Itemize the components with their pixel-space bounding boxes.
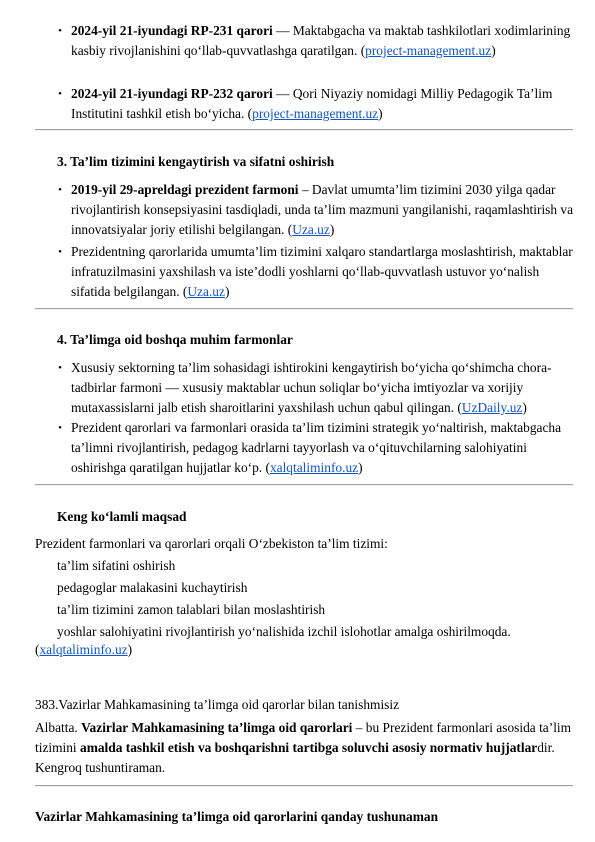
list-item <box>58 418 577 478</box>
goal-line: ta’lim sifatini oshirish <box>57 558 176 573</box>
question-title: 383.Vazirlar Mahkamasining ta’limga oid qarorlar bilan tanishmisiz <box>35 697 400 712</box>
answer-emphasis: amalda tashkil etish va boshqarishni tartibga soluvchi asosiy normativ hujjatlar <box>80 740 538 755</box>
decree-description: – Davlat umumta’lim tizimini 2030 yilga qadar rivojlantirish konsepsiyasini tasdiqladi, unda ta’lim mazmuni yangilanishi, raqamlashtirish va innovatsiyalar joriy etilishi belgilangan. ( <box>71 182 574 237</box>
bullet-icon: • <box>58 362 62 374</box>
decree-description: Xususiy sektorning ta’lim sohasidagi ishtirokini kengaytirish bo‘yicha qo‘shimcha chora-tadbirlar farmoni — xususiy maktablar uchun soliqlar bo‘yicha imtiyozlar va xorijiy mutaxassislarni jalb etish sharoitlarini yaxshilash uchun qabul qilingan. ( <box>71 360 552 415</box>
paren-close: ) <box>127 642 133 657</box>
list-item <box>58 358 577 418</box>
paren-close: ) <box>491 43 496 58</box>
list-item <box>58 21 577 61</box>
source-link[interactable]: Uza.uz <box>187 284 225 299</box>
paren-close: ) <box>378 106 383 121</box>
goal-intro: Prezident farmonlari va qarorlari orqali O‘zbekiston ta’lim tizimi: <box>35 536 388 551</box>
bullet-icon: • <box>58 246 62 258</box>
final-heading: Vazirlar Mahkamasining ta’limga oid qarorlarini qanday tushunaman <box>35 809 439 824</box>
source-link[interactable]: project-management.uz <box>252 106 379 121</box>
divider <box>35 308 573 310</box>
source-link[interactable]: UzDaily.uz <box>461 400 523 415</box>
divider <box>35 785 573 787</box>
section-heading: Keng ko‘lamli maqsad <box>57 509 187 524</box>
goal-line: yoshlar salohiyatini rivojlantirish yo‘nalishida izchil islohotlar amalga oshirilmoqda. <box>57 624 511 639</box>
section-heading: 4. Ta’limga oid boshqa muhim farmonlar <box>57 332 293 347</box>
list-item <box>58 242 577 302</box>
answer-text: dir. Kengroq tushuntiraman. <box>35 740 555 775</box>
question-answer <box>35 718 575 778</box>
answer-emphasis: Vazirlar Mahkamasining ta’limga oid qarorlari <box>81 720 353 735</box>
list-item <box>58 180 577 240</box>
list-item <box>58 84 577 124</box>
paren-close: ) <box>358 460 363 475</box>
decree-description: — Qori Niyaziy nomidagi Milliy Pedagogik Ta’lim Institutini tashkil etish bo‘yicha. ( <box>71 86 553 121</box>
decree-description: — Maktabgacha va maktab tashkilotlari xodimlarining kasbiy rivojlanishini qo‘llab-quvvatlashga qaratilgan. ( <box>71 23 571 58</box>
decree-title: 2024-yil 21-iyundagi RP-231 qarori <box>71 23 273 38</box>
decree-title: 2024-yil 21-iyundagi RP-232 qarori <box>71 86 273 101</box>
paren-close: ) <box>329 222 335 237</box>
divider <box>35 129 573 131</box>
goal-line: pedagoglar malakasini kuchaytirish <box>57 580 248 595</box>
paren-close: ) <box>224 284 230 299</box>
section-heading: 3. Ta’lim tizimini kengaytirish va sifatni oshirish <box>57 154 335 169</box>
decree-description: Prezident qarorlari va farmonlari orasida ta’lim tizimini strategik yo‘naltirish, maktabgacha ta’limni rivojlantirish, pedagog kadrlarni tayyorlash va o‘qituvchilarning salohiyatini oshirishga qaratilgan hujjatlar ko‘p. ( <box>71 420 562 475</box>
answer-text: – bu Prezident farmonlari asosida ta’lim tizimini <box>35 720 572 755</box>
bullet-icon: • <box>58 25 62 37</box>
source-link[interactable]: xalqtaliminfo.uz <box>269 460 359 475</box>
decree-title: 2019-yil 29-apreldagi prezident farmoni <box>71 182 299 197</box>
goal-source <box>35 640 575 660</box>
source-link[interactable]: xalqtaliminfo.uz <box>39 642 128 657</box>
answer-prefix: Albatta. <box>35 720 82 735</box>
paren-open: ( <box>35 642 40 657</box>
divider <box>35 484 573 486</box>
bullet-icon: • <box>58 88 62 100</box>
source-link[interactable]: Uza.uz <box>292 222 330 237</box>
bullet-icon: • <box>58 184 62 196</box>
goal-line: ta’lim tizimini zamon talablari bilan moslashtirish <box>57 602 326 617</box>
bullet-icon: • <box>58 422 62 434</box>
paren-close: ) <box>522 400 527 415</box>
source-link[interactable]: project-management.uz <box>365 43 492 58</box>
decree-description: Prezidentning qarorlarida umumta’lim tizimini xalqaro standartlarga moslashtirish, maktablar infratuzilmasini yaxshilash va iste’dodli yoshlarni qo‘llab-quvvatlash ustuvor yo‘nalish sifatida belgilangan. ( <box>71 244 573 299</box>
